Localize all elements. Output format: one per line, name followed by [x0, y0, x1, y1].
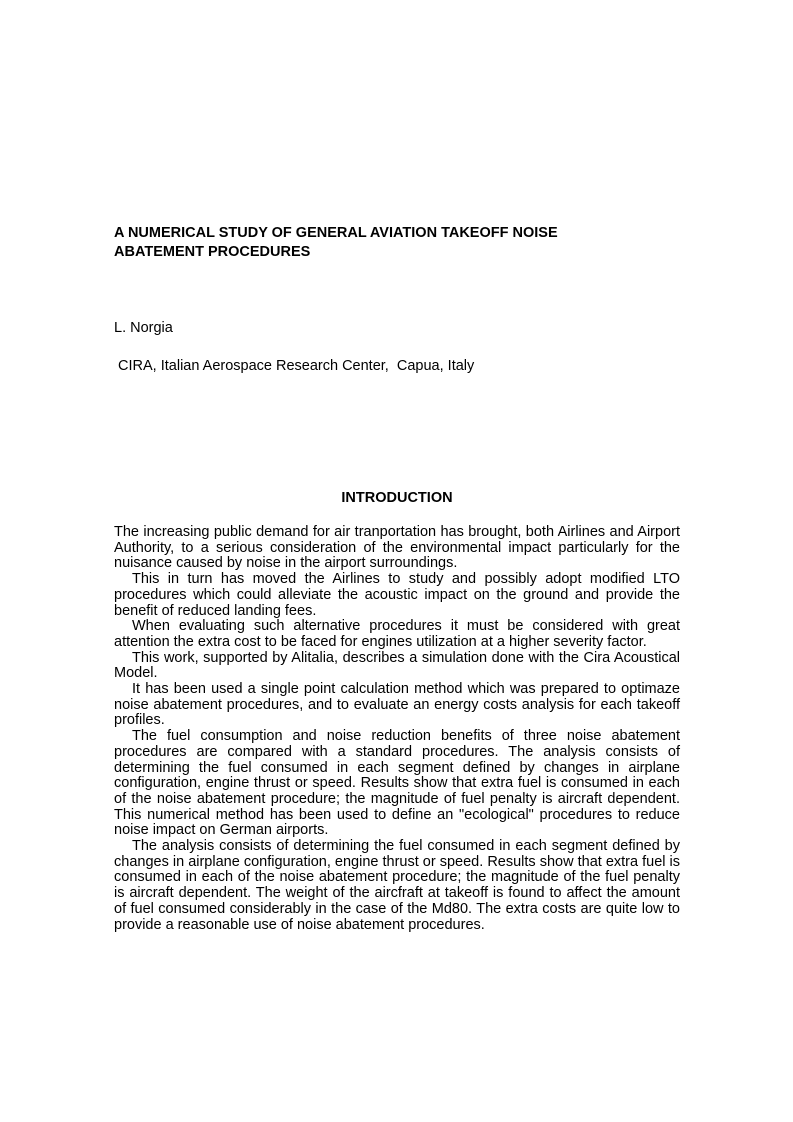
- introduction-body: [114, 525, 680, 933]
- paper-title-line-1: A NUMERICAL STUDY OF GENERAL AVIATION TAKEOFF NOISE: [114, 225, 558, 241]
- paragraph-1: The increasing public demand for air tranportation has brought, both Airlines and Airport Authority, to a serious consideration of the environmental impact particularly for the nuisance caused by noise in the airport surroundings.: [114, 524, 680, 572]
- paragraph-7: The analysis consists of determining the fuel consumed in each segment defined by changes in airplane configuration, engine thrust or speed. Results show that extra fuel is consumed in each of the noise abatement procedure; the magnitude of the fuel penalty is aircraft dependent. The weight of the aircfraft at takeoff is found to affect the amount of fuel consumed considerably in the case of the Md80. The extra costs are quite low to provide a reasonable use of noise abatement procedures.: [114, 838, 680, 933]
- paragraph-5: It has been used a single point calculation method which was prepared to optimaze noise abatement procedures, and to evaluate an energy costs analysis for each takeoff profiles.: [114, 681, 680, 729]
- author-affiliation: CIRA, Italian Aerospace Research Center, Capua, Italy: [114, 358, 475, 374]
- paragraph-2: This in turn has moved the Airlines to study and possibly adopt modified LTO procedures which could alleviate the acoustic impact on the ground and provide the benefit of reduced landing fees.: [114, 571, 680, 619]
- paper-title-line-2: ABATEMENT PROCEDURES: [114, 244, 311, 260]
- paper-title: [114, 224, 680, 262]
- paragraph-4: This work, supported by Alitalia, describes a simulation done with the Cira Acoustical Model.: [114, 649, 680, 682]
- paragraph-6: The fuel consumption and noise reduction benefits of three noise abatement procedures are compared with a standard procedures. The analysis consists of determining the fuel consumed in each segment defined by changes in airplane configuration, engine thrust or speed. Results show that extra fuel is consumed in each of the noise abatement procedure; the magnitude of fuel penalty is aircraft dependent. This numerical method has been used to define an "ecological" procedures to reduce noise impact on German airports.: [114, 728, 680, 839]
- paragraph-3: When evaluating such alternative procedures it must be considered with great attention the extra cost to be faced for engines utilization at a higher severity factor.: [114, 618, 680, 650]
- section-heading-introduction: INTRODUCTION: [341, 490, 453, 506]
- author-name: L. Norgia: [114, 320, 173, 336]
